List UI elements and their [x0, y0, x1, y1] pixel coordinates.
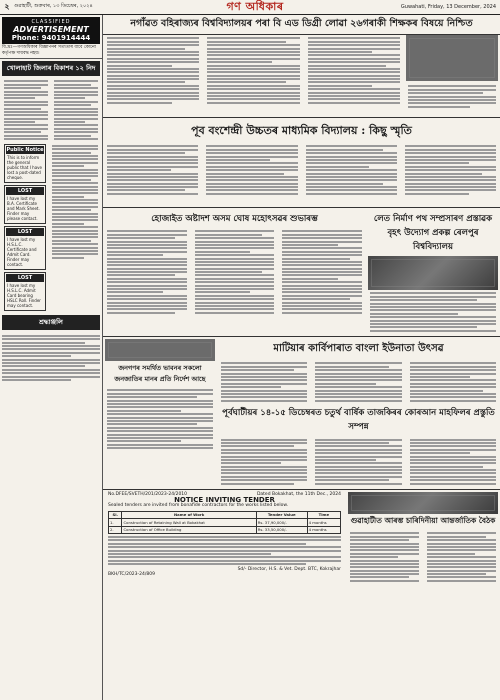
ad-body: [0, 78, 102, 142]
classified-phone: Phone: 9401914444: [11, 34, 91, 42]
tender-footer-ref: BKH/TC/2023-24/809: [108, 572, 155, 578]
tender-notice: [105, 492, 344, 578]
classified-column: [0, 15, 103, 700]
article-2-body: [103, 143, 500, 205]
headline-7: গুৱাহাটীত আৰম্ভ চাৰিদিনীয়া আন্তৰ্জাতিক বৈঠক: [350, 516, 496, 526]
article-3-body: [105, 228, 364, 316]
lost-notice-1: LOST I have lost my B.A. Certificate and Mark Sheet. Finder may please contact.: [4, 185, 46, 224]
lost-notice-2: LOST I have lost my H.S.L.C. Certificate and Admit Card. Finder may contact.: [4, 226, 46, 270]
main-news-area: [103, 15, 500, 700]
headline-2: পূব বংশেন্দ্ৰী উচ্চতৰ মাধ্যমিক বিদ্যালয় : কিছু স্মৃতি: [191, 124, 412, 137]
table-row: 2. Construction of Office Building Rs. 33,50,000/- 4 months: [109, 526, 341, 534]
public-notice: Public Notice This is to inform the general public that I have lost a post-dated cheque.: [4, 144, 46, 183]
headline-3: হোজাইত অষ্টাদশ অসম ঘোষ মহোৎসৱৰ শুভাৰম্ভ: [151, 214, 318, 224]
headline-1: নগাঁৱত বহিৰাজ্যৰ বিশ্ববিদ্যালয়ৰ পৰা বি এড ডিগ্ৰী লোৱা ২৬গৰাকী শিক্ষকৰ বিষয়ে নিশ্চিত: [103, 15, 500, 35]
masthead: [0, 0, 500, 15]
tender-date: Dated Bokakhat, the 11th Dec., 2024: [256, 492, 341, 498]
ad-title: খোলাহাট জিলাৰ বিকাশৰ ১২ নিদ: [2, 61, 100, 76]
dateline-left: গুৱাহাটী, শুক্ৰবাৰ, ১৩ ডিচেম্বৰ, ২০২৪: [14, 3, 93, 9]
classified-title: ADVERTISEMENT: [13, 25, 89, 34]
article-5-photo: [105, 339, 215, 361]
lost-notice-3: LOST I have lost my H.S.L.C. Admit Card bearing HSLC Roll. Finder may contact.: [4, 272, 46, 311]
page-number: ২: [4, 0, 10, 11]
headline-6: পূৰ্বঘাটীয়ৰ ১৪-১৫ ডিচেম্বৰত চতুৰ্থ বাৰ্ষিক তাজকিৰৰ কোৰআন মাহফিলৰ প্ৰস্তুতি সম্পন্ন: [222, 408, 495, 433]
obituary-title: শ্ৰদ্ধাঞ্জলি: [2, 315, 100, 330]
obituary-text: [0, 332, 102, 383]
tender-table: Sl. Name of Work Tender Value Time 1. Construction of Retaining Wall at Bokakhat Rs. 37,90,000/- 4 months 2. Construction of Office Building Rs. 33,50,000/- 4 months: [108, 511, 341, 535]
article-3b-photo: [368, 256, 498, 290]
notice-text-column: [50, 142, 100, 313]
tender-body: Sealed tenders are invited from bonafide contractors for the works listed below.: [108, 503, 289, 509]
tender-ref: No.DFEE/SVETH/201/2023-24/2010: [108, 492, 188, 498]
table-row: 1. Construction of Retaining Wall at Bokakhat Rs. 37,90,000/- 4 months: [109, 519, 341, 527]
newspaper-logo: গণ অধিকাৰ: [226, 0, 284, 13]
article-1-photo: [406, 35, 498, 81]
tender-signature: Sd/- Director, H.S. & Vet. Dept. BTC, Kokrajhar: [237, 566, 341, 572]
classified-note: বি.দ্ৰঃ—গণঅধিকাৰ বিজ্ঞাপনৰ সত্যতাৰ বাবে কোনো কৰ্তৃপক্ষ দায়বদ্ধ নহয়।: [0, 44, 102, 59]
headline-5: জনগণৰ সমৰ্থিত ভাবনৰ সকলো জনজাতিৰ মানৰ প্ৰতি নিৰ্দেশ আছে: [114, 364, 206, 384]
headline-3b: লেত নিৰ্মাণ পথ সম্প্ৰসাৰণ প্ৰস্তাৱক বৃহৎ উদ্যোগ প্ৰকল্প ৰেলপুৰ বিশ্ববিদ্যালয়: [373, 214, 493, 252]
article-7-photo: [348, 492, 498, 514]
dateline-right: Guwahati, Friday, 13 December, 2024: [400, 4, 496, 10]
tender-title: NOTICE INVITING TENDER: [174, 495, 275, 504]
headline-4: মাটিয়াৰ কাৰ্বিপাৰাত বাংলা ইউনাতা উৎসৱ: [273, 343, 444, 355]
classified-header: [2, 17, 100, 44]
article-1-body: [103, 35, 500, 115]
classified-label: CLASSIFIED: [31, 19, 71, 25]
